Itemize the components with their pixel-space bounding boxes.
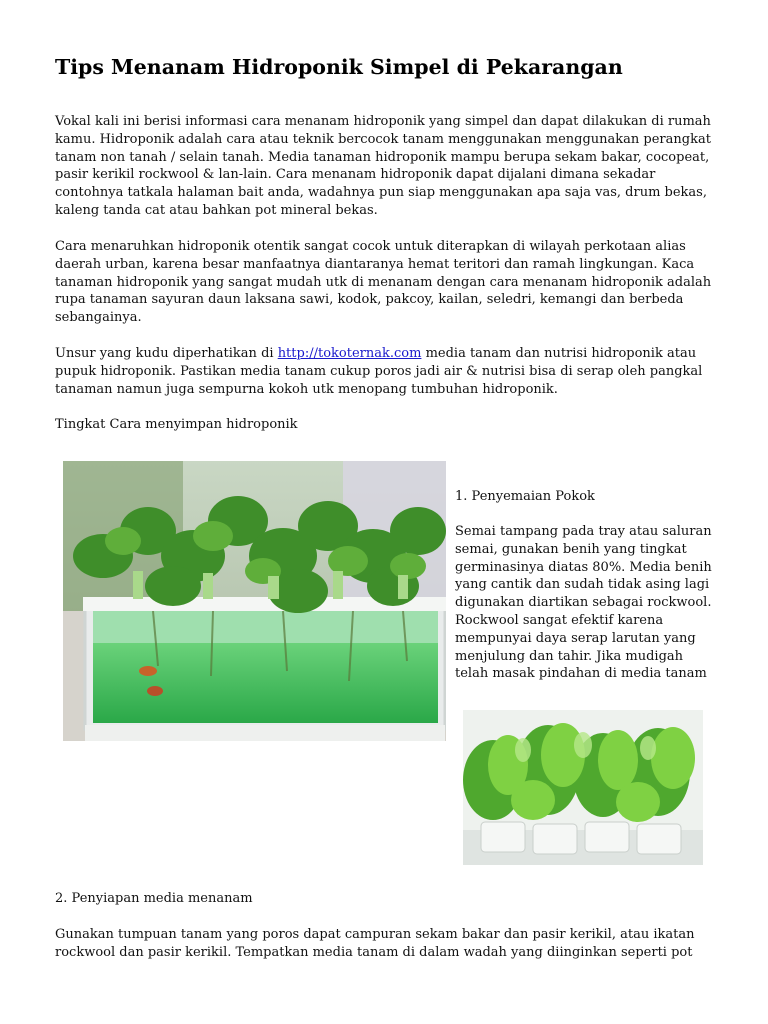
text-line: pasir kerikil rockwool & lan-lain. Cara menanam hidroponik dapat dijalani dimana sekadar	[55, 167, 656, 183]
text-line: mempunyai daya serap larutan yang	[455, 630, 696, 646]
text-line: kamu. Hidroponik adalah cara atau teknik bercocok tanam menggunakan menggunakan perangkat	[55, 131, 711, 147]
text-line: menjulung dan tahir. Jika mudigah	[455, 648, 684, 664]
text-line: tanaman namun juga sempurna kokoh utk menopang tumbuhan hidroponik.	[55, 381, 558, 397]
step2-heading: 2. Penyiapan media menanam	[55, 891, 253, 906]
text-segment: Unsur yang kudu diperhatikan di	[55, 346, 278, 361]
text-line: sebangainya.	[55, 310, 142, 326]
text-line: yang cantik dan sudah tidak asing lagi	[455, 577, 710, 593]
paragraph-urban	[55, 238, 715, 327]
text-line: rockwool dan pasir kerikil. Tempatkan media tanam di dalam wadah yang diinginkan seperti pot	[55, 944, 693, 960]
text-line: kaleng tanda cat atau bahkan pot mineral bekas.	[55, 202, 378, 218]
text-line: germinasinya diatas 80%. Media benih	[455, 559, 712, 575]
text-line: Gunakan tumpuan tanam yang poros dapat campuran sekam bakar dan pasir kerikil, atau ikatan	[55, 927, 695, 942]
steps-intro: Tingkat Cara menyimpan hidroponik	[55, 417, 298, 432]
tokoternak-link[interactable]: http://tokoternak.com	[277, 346, 422, 361]
paragraph-intro	[55, 113, 715, 220]
text-segment: media tanam dan nutrisi hidroponik atau	[421, 346, 697, 361]
step2-body	[55, 926, 715, 962]
text-line	[55, 345, 715, 363]
paragraph-media	[55, 345, 715, 398]
text-line: Semai tampang pada tray atau saluran	[455, 524, 712, 539]
text-line: Rockwool sangat efektif karena	[455, 612, 664, 628]
text-line: daerah urban, karena besar manfaatnya diantaranya hemat teritori dan ramah lingkungan. Kaca	[55, 256, 695, 272]
text-line: semai, gunakan benih yang tingkat	[455, 541, 687, 557]
text-line: Vokal kali ini berisi informasi cara menanam hidroponik yang simpel dan dapat dilakukan di rumah	[55, 114, 711, 129]
hydroponic-aquarium-photo	[63, 461, 446, 741]
text-line: pupuk hidroponik. Pastikan media tanam cukup poros jadi air & nutrisi bisa di serap oleh pangkal	[55, 363, 703, 379]
step1-heading: 1. Penyemaian Pokok	[455, 489, 595, 504]
text-line: tanam non tanah / selain tanah. Media tanaman hidroponik mampu berupa sekam bakar, cocopeat,	[55, 149, 710, 165]
text-line: rupa tanaman sayuran daun laksana sawi, kodok, pakcoy, kailan, seledri, kemangi dan berbeda	[55, 292, 684, 308]
article-title: Tips Menanam Hidroponik Simpel di Pekarangan	[55, 55, 623, 79]
lettuce-seedlings-photo	[463, 710, 703, 865]
text-line: telah masak pindahan di media tanam	[455, 666, 707, 682]
text-line: Cara menaruhkan hidroponik otentik sangat cocok untuk diterapkan di wilayah perkotaan alias	[55, 239, 686, 254]
text-line: tanaman hidroponik yang sangat mudah utk di menanam dengan cara menanam hidroponik adalah	[55, 274, 712, 290]
step1-body	[455, 523, 717, 683]
text-line: contohnya tatkala halaman bait anda, wadahnya pun siap menggunakan apa saja vas, drum bekas,	[55, 185, 707, 201]
text-line: digunakan diartikan sebagai rockwool.	[455, 595, 712, 611]
